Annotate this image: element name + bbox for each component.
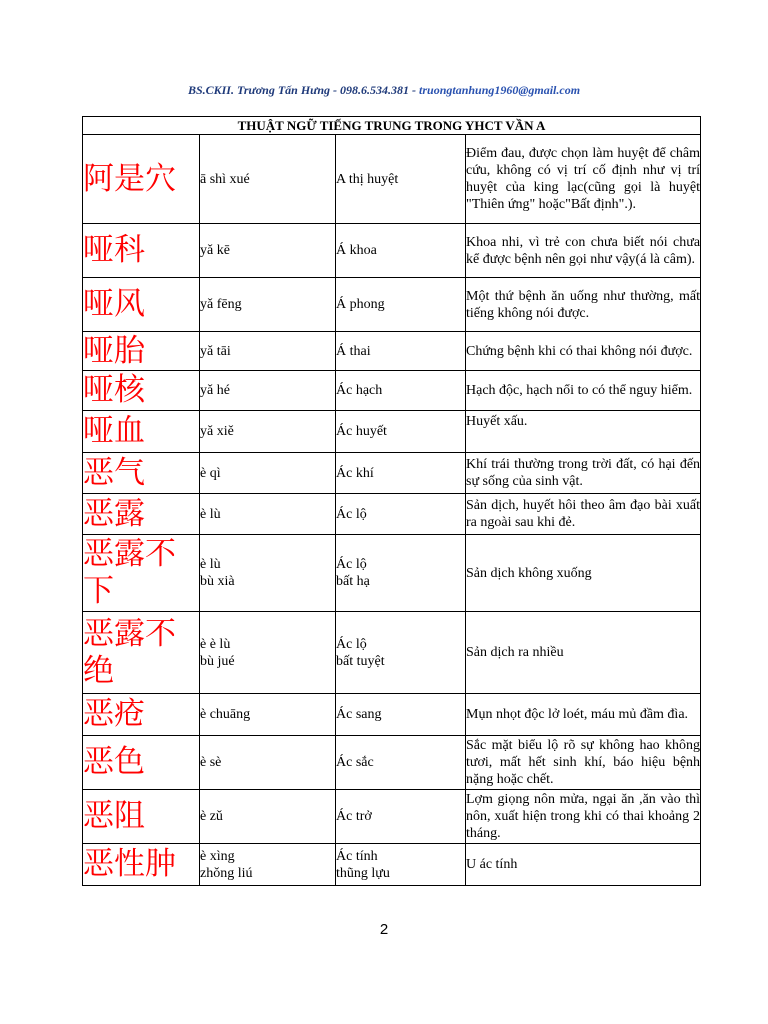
table-row	[83, 332, 701, 371]
pinyin-cell: è zǔ	[200, 790, 336, 844]
terminology-table	[82, 116, 701, 886]
hanzi-cell: 哑血	[83, 411, 200, 453]
description-cell: Sản dịch ra nhiều	[466, 612, 701, 694]
table-row	[83, 411, 701, 453]
hanviet-cell: Ác sang	[336, 694, 466, 736]
description-cell: Sản dịch không xuống	[466, 535, 701, 612]
hanzi-cell: 阿是穴	[83, 135, 200, 224]
hanviet-cell: Á khoa	[336, 224, 466, 278]
author-email: truongtanhung1960@gmail.com	[419, 83, 581, 97]
pinyin-cell: è lù	[200, 494, 336, 535]
hanviet-cell: Ác sắc	[336, 736, 466, 790]
hanzi-cell: 恶阻	[83, 790, 200, 844]
hanzi-cell: 恶露	[83, 494, 200, 535]
pinyin-cell: è qì	[200, 453, 336, 494]
hanviet-cell: A thị huyệt	[336, 135, 466, 224]
description-cell: Lợm giọng nôn mửa, ngại ăn ,ăn vào thì nôn, xuất hiện trong khi có thai khoảng 2 tháng.	[466, 790, 701, 844]
author-contact: BS.CKII. Trương Tấn Hưng - 098.6.534.381 -	[187, 83, 420, 97]
pinyin-cell: è è lù bù jué	[200, 612, 336, 694]
hanzi-cell: 哑核	[83, 371, 200, 411]
pinyin-cell: yǎ kē	[200, 224, 336, 278]
description-cell: Sắc mặt biểu lộ rõ sự không hao không tươi, mất hết sinh khí, báo hiệu bệnh nặng hoặc chết.	[466, 736, 701, 790]
pinyin-cell: yǎ tāi	[200, 332, 336, 371]
hanviet-cell: Ác lộ bất hạ	[336, 535, 466, 612]
description-cell: Sản dịch, huyết hôi theo âm đạo bài xuất ra ngoài sau khi đẻ.	[466, 494, 701, 535]
description-cell: Mụn nhọt độc lở loét, máu mủ đầm đìa.	[466, 694, 701, 736]
table-row	[83, 736, 701, 790]
table-row	[83, 535, 701, 612]
table-row	[83, 494, 701, 535]
table-row	[83, 371, 701, 411]
description-cell: Chứng bệnh khi có thai không nói được.	[466, 332, 701, 371]
hanzi-cell: 恶疮	[83, 694, 200, 736]
description-cell: Khí trái thường trong trời đất, có hại đến sự sống của sinh vật.	[466, 453, 701, 494]
hanviet-cell: Ác hạch	[336, 371, 466, 411]
hanviet-cell: Ác tính thũng lựu	[336, 844, 466, 886]
description-cell: U ác tính	[466, 844, 701, 886]
table-row	[83, 844, 701, 886]
hanviet-cell: Á phong	[336, 278, 466, 332]
pinyin-cell: è sè	[200, 736, 336, 790]
page-number: 2	[379, 921, 389, 938]
hanzi-cell: 恶性肿	[83, 844, 200, 886]
hanzi-cell: 恶露不下	[83, 535, 200, 612]
table-body	[83, 135, 701, 886]
table-row	[83, 135, 701, 224]
description-cell: Huyết xấu.	[466, 411, 701, 453]
table-row	[83, 224, 701, 278]
hanviet-cell: Ác khí	[336, 453, 466, 494]
hanviet-cell: Ác huyết	[336, 411, 466, 453]
table-row	[83, 694, 701, 736]
pinyin-cell: yǎ xiě	[200, 411, 336, 453]
hanzi-cell: 哑科	[83, 224, 200, 278]
pinyin-cell: yǎ fēng	[200, 278, 336, 332]
document-header	[0, 83, 768, 98]
table-row	[83, 790, 701, 844]
hanzi-cell: 哑胎	[83, 332, 200, 371]
table-row	[83, 278, 701, 332]
pinyin-cell: è xìng zhǒng liú	[200, 844, 336, 886]
hanviet-cell: Ác lộ	[336, 494, 466, 535]
hanviet-cell: Ác lộ bất tuyệt	[336, 612, 466, 694]
table-row	[83, 612, 701, 694]
pinyin-cell: ā shì xué	[200, 135, 336, 224]
hanzi-cell: 哑风	[83, 278, 200, 332]
hanzi-cell: 恶气	[83, 453, 200, 494]
description-cell: Hạch độc, hạch nổi to có thể nguy hiểm.	[466, 371, 701, 411]
description-cell: Một thứ bệnh ăn uống như thường, mất tiếng không nói được.	[466, 278, 701, 332]
hanzi-cell: 恶色	[83, 736, 200, 790]
pinyin-cell: è lù bù xià	[200, 535, 336, 612]
description-cell: Điểm đau, được chọn làm huyệt để châm cứu, không có vị trí cố định như vị trí huyệt của king lạc(cũng gọi là huyệt "Thiên ứng" hoặc"Bất định".).	[466, 135, 701, 224]
pinyin-cell: yǎ hé	[200, 371, 336, 411]
hanviet-cell: Ác trở	[336, 790, 466, 844]
table-title: THUẬT NGỮ TIẾNG TRUNG TRONG YHCT VẦN A	[83, 117, 701, 135]
pinyin-cell: è chuāng	[200, 694, 336, 736]
hanviet-cell: Á thai	[336, 332, 466, 371]
hanzi-cell: 恶露不绝	[83, 612, 200, 694]
description-cell: Khoa nhi, vì trẻ con chưa biết nói chưa kể được bệnh nên gọi như vậy(á là câm).	[466, 224, 701, 278]
table-row	[83, 453, 701, 494]
